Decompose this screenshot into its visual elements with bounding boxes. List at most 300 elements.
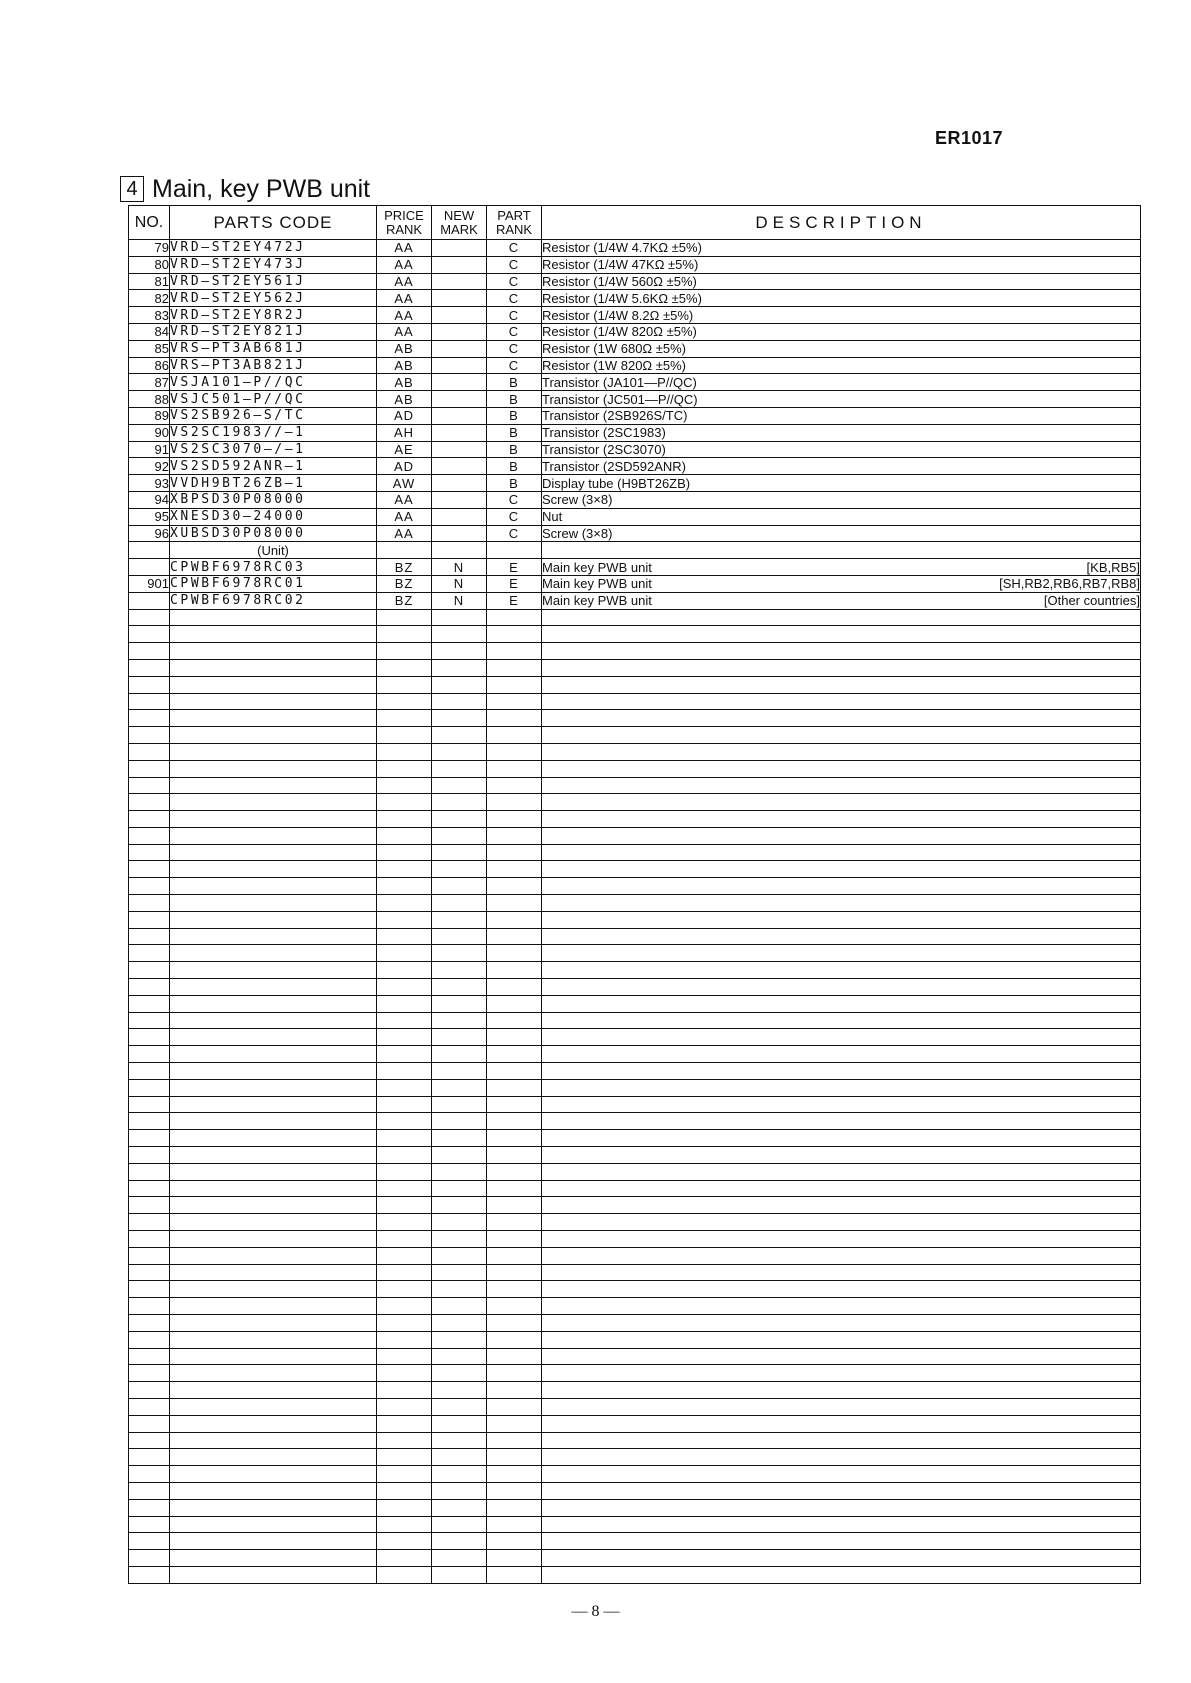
blank-cell [377, 777, 432, 794]
description-text: Screw (3×8) [542, 492, 613, 508]
blank-cell [432, 1331, 487, 1348]
description [542, 290, 1141, 307]
blank-cell [129, 962, 170, 979]
blank-cell [170, 676, 377, 693]
blank-cell [487, 1214, 542, 1231]
price-rank: AD [377, 458, 432, 475]
blank-cell [377, 760, 432, 777]
blank-row [129, 1180, 1141, 1197]
blank-cell [487, 1046, 542, 1063]
blank-cell [377, 1516, 432, 1533]
row-number: 89 [129, 407, 170, 424]
row-number: 93 [129, 475, 170, 492]
blank-row [129, 794, 1141, 811]
blank-cell [170, 911, 377, 928]
blank-cell [487, 811, 542, 828]
blank-cell [432, 1197, 487, 1214]
blank-cell [432, 693, 487, 710]
blank-cell [432, 1298, 487, 1315]
blank-cell [542, 1466, 1141, 1483]
blank-row [129, 1516, 1141, 1533]
blank-cell [377, 1231, 432, 1248]
blank-cell [129, 1415, 170, 1432]
blank-row [129, 1079, 1141, 1096]
description [542, 240, 1141, 257]
blank-row [129, 727, 1141, 744]
unit-heading-row [129, 542, 1141, 559]
price-rank: BZ [377, 592, 432, 609]
blank-cell [129, 1550, 170, 1567]
blank-cell [542, 609, 1141, 626]
section-title-text: Main, key PWB unit [152, 174, 371, 203]
blank-cell [170, 1298, 377, 1315]
description [542, 307, 1141, 324]
blank-cell [432, 1499, 487, 1516]
blank-cell [129, 643, 170, 660]
blank-row [129, 1029, 1141, 1046]
part-rank: E [487, 575, 542, 592]
blank-cell [432, 760, 487, 777]
blank-cell [129, 878, 170, 895]
blank-cell [432, 811, 487, 828]
part-rank: C [487, 525, 542, 542]
part-rank: B [487, 407, 542, 424]
blank-cell [377, 962, 432, 979]
blank-cell [432, 1415, 487, 1432]
blank-cell [487, 1348, 542, 1365]
blank-cell [129, 1012, 170, 1029]
blank-row [129, 1163, 1141, 1180]
blank-row [129, 1566, 1141, 1583]
blank-cell [377, 1029, 432, 1046]
part-rank: C [487, 491, 542, 508]
blank-row [129, 861, 1141, 878]
blank-cell [432, 643, 487, 660]
description-text: Main key PWB unit [542, 559, 652, 575]
blank-cell [129, 1331, 170, 1348]
description-text: Resistor (1/4W 8.2Ω ±5%) [542, 307, 694, 323]
part-rank: B [487, 391, 542, 408]
description-text: Resistor (1/4W 4.7KΩ ±5%) [542, 240, 702, 256]
blank-cell [170, 1264, 377, 1281]
part-rank: C [487, 357, 542, 374]
blank-row [129, 1398, 1141, 1415]
blank-cell [377, 1566, 432, 1583]
row-number [129, 559, 170, 576]
blank-cell [487, 1197, 542, 1214]
price-rank: AA [377, 256, 432, 273]
blank-row [129, 1264, 1141, 1281]
new-mark: N [432, 592, 487, 609]
blank-cell [170, 1499, 377, 1516]
blank-row [129, 1012, 1141, 1029]
blank-cell [129, 1533, 170, 1550]
blank-cell [487, 1482, 542, 1499]
destination-note: [KB,RB5] [1086, 559, 1140, 575]
table-row [129, 240, 1141, 257]
blank-row [129, 1147, 1141, 1164]
description-text: Transistor (2SC3070) [542, 441, 666, 457]
table-row [129, 323, 1141, 340]
part-rank: B [487, 441, 542, 458]
new-mark [432, 256, 487, 273]
blank-cell [377, 710, 432, 727]
blank-row [129, 1499, 1141, 1516]
blank-cell [542, 1231, 1141, 1248]
blank-row [129, 1197, 1141, 1214]
blank-cell [170, 1063, 377, 1080]
blank-cell [170, 1247, 377, 1264]
part-rank: C [487, 290, 542, 307]
parts-code: XBPSD30P08000 [170, 491, 377, 508]
blank-cell [432, 878, 487, 895]
blank-cell [170, 1365, 377, 1382]
blank-cell [170, 710, 377, 727]
blank-row [129, 1063, 1141, 1080]
part-rank: E [487, 592, 542, 609]
blank-cell [432, 1130, 487, 1147]
blank-cell [170, 1348, 377, 1365]
blank-row [129, 945, 1141, 962]
blank-cell [432, 1533, 487, 1550]
row-number: 85 [129, 340, 170, 357]
blank-cell [432, 1281, 487, 1298]
parts-table-body [129, 240, 1141, 1584]
blank-cell [542, 1482, 1141, 1499]
blank-cell [432, 743, 487, 760]
blank-cell [170, 827, 377, 844]
blank-cell [542, 1566, 1141, 1583]
blank-cell [170, 979, 377, 996]
blank-cell [377, 1348, 432, 1365]
blank-cell [377, 1163, 432, 1180]
column-header-no: NO. [129, 206, 170, 240]
blank-row [129, 1466, 1141, 1483]
blank-cell [542, 1348, 1141, 1365]
blank-cell [377, 626, 432, 643]
blank-row [129, 1348, 1141, 1365]
blank-cell [487, 1012, 542, 1029]
blank-cell [377, 895, 432, 912]
blank-cell [542, 1533, 1141, 1550]
blank-cell [542, 1214, 1141, 1231]
new-mark [432, 508, 487, 525]
blank-cell [487, 609, 542, 626]
blank-cell [129, 1281, 170, 1298]
blank-cell [542, 1315, 1141, 1332]
description-text: Transistor (2SB926S/TC) [542, 408, 688, 424]
blank-cell [129, 861, 170, 878]
blank-cell [487, 626, 542, 643]
blank-cell [542, 743, 1141, 760]
blank-cell [377, 1147, 432, 1164]
blank-cell [129, 1365, 170, 1382]
blank-cell [129, 1566, 170, 1583]
parts-code: VS2SC3070—/—1 [170, 441, 377, 458]
blank-cell [487, 1415, 542, 1432]
blank-cell [542, 1147, 1141, 1164]
price-rank: AW [377, 475, 432, 492]
description [542, 357, 1141, 374]
blank-cell [487, 794, 542, 811]
blank-cell [129, 995, 170, 1012]
blank-row [129, 1247, 1141, 1264]
blank-cell [129, 1466, 170, 1483]
description [542, 475, 1141, 492]
blank-cell [129, 1247, 170, 1264]
parts-code: CPWBF6978RC01 [170, 575, 377, 592]
blank-cell [487, 1432, 542, 1449]
price-rank: AB [377, 391, 432, 408]
blank-cell [542, 1432, 1141, 1449]
blank-cell [129, 1063, 170, 1080]
description [542, 340, 1141, 357]
blank-row [129, 710, 1141, 727]
table-row [129, 273, 1141, 290]
blank-cell [377, 1382, 432, 1399]
description-empty [542, 542, 1141, 559]
blank-cell [432, 1482, 487, 1499]
row-number: 91 [129, 441, 170, 458]
blank-row [129, 962, 1141, 979]
row-number: 79 [129, 240, 170, 257]
blank-row [129, 743, 1141, 760]
blank-cell [432, 827, 487, 844]
blank-cell [432, 844, 487, 861]
row-number: 88 [129, 391, 170, 408]
blank-cell [542, 710, 1141, 727]
blank-row [129, 1130, 1141, 1147]
parts-code: VRD—ST2EY8R2J [170, 307, 377, 324]
new-mark [432, 374, 487, 391]
blank-cell [542, 727, 1141, 744]
blank-row [129, 911, 1141, 928]
blank-cell [377, 693, 432, 710]
blank-cell [487, 1180, 542, 1197]
blank-cell [129, 1163, 170, 1180]
blank-cell [432, 626, 487, 643]
blank-row [129, 827, 1141, 844]
blank-cell [432, 1046, 487, 1063]
blank-cell [487, 693, 542, 710]
blank-cell [170, 1281, 377, 1298]
parts-code: VS2SB926—S/TC [170, 407, 377, 424]
blank-cell [129, 811, 170, 828]
blank-cell [377, 676, 432, 693]
blank-cell [487, 1163, 542, 1180]
new-mark-empty [432, 542, 487, 559]
blank-cell [487, 844, 542, 861]
column-header-new-mark: NEW MARK [432, 206, 487, 240]
blank-cell [542, 878, 1141, 895]
blank-cell [377, 1449, 432, 1466]
blank-row [129, 995, 1141, 1012]
blank-cell [377, 1432, 432, 1449]
blank-cell [129, 1516, 170, 1533]
blank-cell [542, 844, 1141, 861]
section-number: 4 [120, 176, 144, 202]
new-mark [432, 240, 487, 257]
blank-cell [487, 962, 542, 979]
blank-cell [432, 1180, 487, 1197]
blank-cell [542, 1264, 1141, 1281]
blank-row [129, 626, 1141, 643]
price-rank: AE [377, 441, 432, 458]
description-text: Resistor (1W 820Ω ±5%) [542, 357, 687, 373]
blank-cell [170, 1214, 377, 1231]
blank-cell [432, 995, 487, 1012]
blank-cell [377, 743, 432, 760]
blank-cell [377, 1197, 432, 1214]
blank-cell [432, 928, 487, 945]
blank-cell [170, 1432, 377, 1449]
blank-cell [377, 1533, 432, 1550]
description [542, 407, 1141, 424]
blank-cell [487, 995, 542, 1012]
description-text: Resistor (1/4W 560Ω ±5%) [542, 273, 697, 289]
parts-code: VRD—ST2EY562J [170, 290, 377, 307]
part-rank: C [487, 340, 542, 357]
blank-cell [432, 676, 487, 693]
blank-cell [170, 1046, 377, 1063]
price-rank: AB [377, 357, 432, 374]
table-row [129, 407, 1141, 424]
parts-code: CPWBF6978RC02 [170, 592, 377, 609]
blank-cell [487, 1147, 542, 1164]
price-rank: AH [377, 424, 432, 441]
description-text: Resistor (1W 680Ω ±5%) [542, 341, 687, 357]
blank-cell [170, 1415, 377, 1432]
blank-cell [170, 895, 377, 912]
blank-cell [377, 1415, 432, 1432]
blank-cell [170, 794, 377, 811]
new-mark [432, 307, 487, 324]
row-number: 83 [129, 307, 170, 324]
blank-cell [170, 844, 377, 861]
blank-cell [377, 911, 432, 928]
blank-cell [170, 1130, 377, 1147]
blank-cell [377, 861, 432, 878]
blank-cell [432, 1029, 487, 1046]
blank-cell [487, 727, 542, 744]
blank-cell [377, 928, 432, 945]
blank-cell [487, 1113, 542, 1130]
description [542, 391, 1141, 408]
blank-cell [432, 1096, 487, 1113]
blank-cell [542, 1163, 1141, 1180]
parts-code: VVDH9BT26ZB—1 [170, 475, 377, 492]
blank-cell [377, 995, 432, 1012]
blank-cell [377, 1113, 432, 1130]
parts-code: VRS—PT3AB681J [170, 340, 377, 357]
blank-cell [170, 1449, 377, 1466]
blank-cell [432, 1231, 487, 1248]
price-rank: AA [377, 508, 432, 525]
blank-cell [542, 1247, 1141, 1264]
blank-cell [129, 743, 170, 760]
blank-cell [170, 1147, 377, 1164]
blank-cell [129, 1382, 170, 1399]
blank-cell [129, 1147, 170, 1164]
blank-cell [487, 760, 542, 777]
blank-cell [542, 1113, 1141, 1130]
blank-cell [170, 811, 377, 828]
blank-row [129, 1096, 1141, 1113]
blank-cell [170, 743, 377, 760]
blank-cell [487, 861, 542, 878]
table-row [129, 508, 1141, 525]
parts-code: VRS—PT3AB821J [170, 357, 377, 374]
blank-cell [542, 1499, 1141, 1516]
blank-row [129, 1231, 1141, 1248]
parts-code: XNESD30—24000 [170, 508, 377, 525]
blank-cell [377, 609, 432, 626]
blank-cell [129, 1398, 170, 1415]
blank-cell [487, 1247, 542, 1264]
row-number: 94 [129, 491, 170, 508]
section-title [120, 174, 370, 204]
price-rank: AD [377, 407, 432, 424]
table-row [129, 491, 1141, 508]
new-mark [432, 525, 487, 542]
part-rank: C [487, 256, 542, 273]
parts-code: VSJA101—P//QC [170, 374, 377, 391]
blank-cell [170, 659, 377, 676]
row-number: 92 [129, 458, 170, 475]
blank-cell [377, 1398, 432, 1415]
row-number: 86 [129, 357, 170, 374]
blank-cell [377, 1096, 432, 1113]
price-rank: AB [377, 340, 432, 357]
blank-cell [487, 1231, 542, 1248]
blank-cell [432, 861, 487, 878]
blank-cell [542, 995, 1141, 1012]
blank-cell [487, 743, 542, 760]
blank-cell [129, 676, 170, 693]
table-row [129, 525, 1141, 542]
blank-cell [129, 693, 170, 710]
blank-cell [542, 626, 1141, 643]
description-text: Main key PWB unit [542, 593, 652, 609]
new-mark [432, 441, 487, 458]
parts-code: VRD—ST2EY473J [170, 256, 377, 273]
part-rank: C [487, 307, 542, 324]
new-mark [432, 357, 487, 374]
blank-cell [377, 1180, 432, 1197]
column-header-part-rank: PART RANK [487, 206, 542, 240]
blank-row [129, 811, 1141, 828]
new-mark: N [432, 575, 487, 592]
blank-cell [487, 1315, 542, 1332]
blank-cell [377, 1298, 432, 1315]
blank-cell [170, 1079, 377, 1096]
blank-cell [170, 962, 377, 979]
blank-row [129, 659, 1141, 676]
blank-cell [170, 626, 377, 643]
blank-cell [487, 1516, 542, 1533]
blank-cell [129, 1046, 170, 1063]
blank-row [129, 1432, 1141, 1449]
row-number: 87 [129, 374, 170, 391]
blank-cell [432, 1214, 487, 1231]
blank-row [129, 1449, 1141, 1466]
blank-cell [377, 1331, 432, 1348]
new-mark [432, 458, 487, 475]
blank-cell [377, 1264, 432, 1281]
blank-cell [487, 1331, 542, 1348]
blank-cell [129, 1029, 170, 1046]
blank-cell [542, 1449, 1141, 1466]
